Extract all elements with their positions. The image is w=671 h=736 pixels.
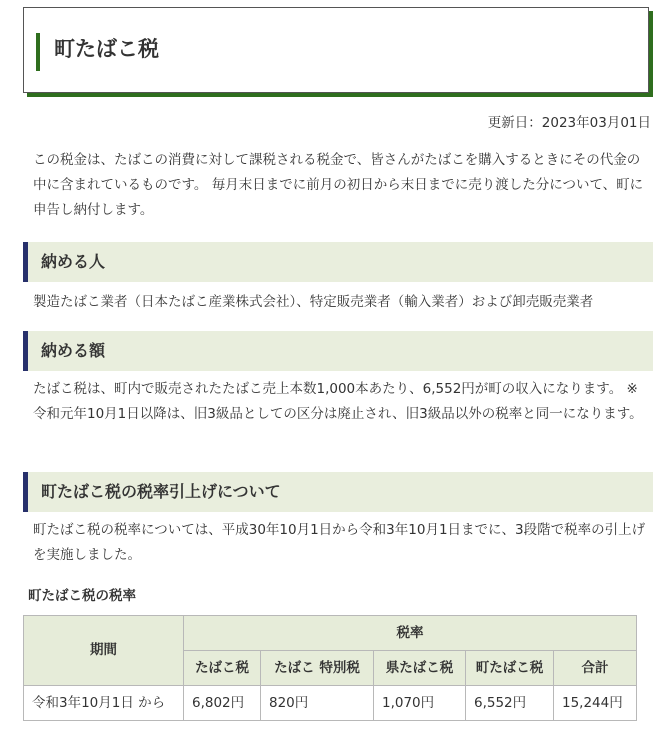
updated-date: 更新日：2023年03月01日 — [487, 115, 651, 131]
value-cell: 1,070円 — [374, 686, 466, 721]
section-body-amount: たばこ税は、町内で販売されたたばこ売上本数1,000本あたり、6,552円が町の収入になります。 ※令和元年10月1日以降は、旧3級品としての区分は廃止され、旧3級品以外の税率と同一になります。 — [33, 381, 643, 422]
tax-rate-table — [23, 615, 637, 721]
value-cell: 15,244円 — [554, 686, 637, 721]
section-heading-payer — [23, 242, 653, 282]
period-cell: 令和3年10月1日 から — [24, 686, 184, 721]
section-heading-rate-increase — [23, 472, 653, 512]
table-row — [24, 686, 637, 721]
column-header: たばこ税 — [184, 651, 261, 686]
intro-paragraph: この税金は、たばこの消費に対して課税される税金で、皆さんがたばこを購入するときにその代金の中に含まれているものです。 毎月末日までに前月の初日から末日までに売り渡した分について、町に申告し納付します。 — [33, 152, 644, 218]
column-header: たばこ 特別税 — [261, 651, 374, 686]
column-header: 合計 — [554, 651, 637, 686]
value-cell: 820円 — [261, 686, 374, 721]
section-heading-text: 納める人 — [41, 252, 106, 271]
value-cell: 6,802円 — [184, 686, 261, 721]
section-heading-text: 納める額 — [41, 341, 106, 360]
column-header: 県たばこ税 — [374, 651, 466, 686]
page-title: 町たばこ税 — [54, 37, 159, 61]
section-body-rate-increase: 町たばこ税の税率については、平成30年10月1日から令和3年10月1日までに、3段階で税率の引上げを実施しました。 — [33, 522, 646, 563]
period-header: 期間 — [24, 616, 184, 686]
column-header: 町たばこ税 — [466, 651, 554, 686]
rate-header: 税率 — [184, 616, 637, 651]
title-accent-bar — [36, 33, 40, 71]
section-body-payer: 製造たばこ業者（日本たばこ産業株式会社）、特定販売業者（輸入業者）および卸売販売業者 — [33, 294, 594, 310]
page-title-box — [23, 7, 649, 93]
section-heading-amount — [23, 331, 653, 371]
value-cell: 6,552円 — [466, 686, 554, 721]
table-caption: 町たばこ税の税率 — [28, 588, 136, 604]
section-heading-text: 町たばこ税の税率引上げについて — [41, 482, 281, 501]
